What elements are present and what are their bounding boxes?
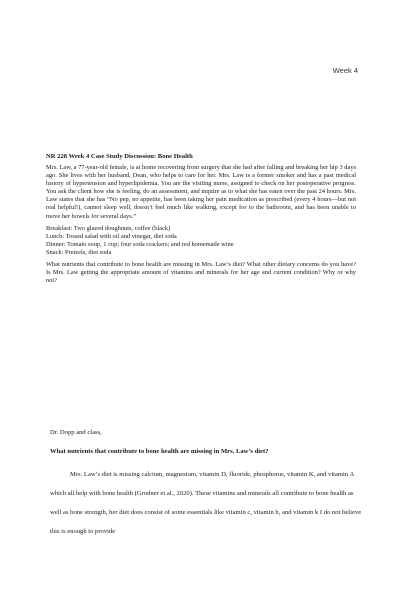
meal-snack: Snack: Pretzels, diet soda [46,248,112,256]
case-study-question: What nutrients that contribute to bone health are missing in Mrs. Law’s diet? What other dietary concerns do you have? Is Mrs. Law getting the appropriate amount of vitamins and minerals for her age and current condition? Why or why not? [46,261,356,285]
meal-lunch: Lunch: Tossed salad with oil and vinegar, diet soda [46,232,177,240]
case-study-section [46,153,356,289]
response-heading: What nutrients that contribute to bone health are missing in Mrs. Law’s diet? [50,448,269,455]
case-study-paragraph: Mrs. Law, a 77-year-old female, is at home recovering from surgery that she had after falling and breaking her hip 3 days ago. She lives with her husband, Dean, who helps to care for her. Mrs. Law is a former smoker and has a past medical history of hypertension and hyperlipidemia. You are the visiting nurse, assigned to check on her postoperative progress. You ask the client how she is feeling, do an assessment, and inquire as to what she has eaten over the past 24 hours. Mrs. Law states that she has “No pep, no appetite, has been taking her pain medication as prescribed (every 4 hours—but not real helpful!), cannot sleep well, doesn’t feel much like walking, except for to the bathroom, and has been unable to move her bowels for several days.” [46,164,356,220]
response-body: Mrs. Law’s diet is missing calcium, magnesium, vitamin D, fluoride, phosphorus, vitamin K, and vitamin A which all help with bone health (Grodner et al., 2020). These vitamins and minerals all contribute to bone health as well as bone strength, her diet does consist of some essentials like vitamin c, vitamin b, and vitamin k I do not believe this is enough to provide [50,471,362,535]
meal-list [46,225,356,257]
response-greeting: Dr. Dopp and class, [50,429,102,436]
page-header-label: Week 4 [332,66,358,75]
meal-breakfast: Breakfast: Two glazed doughnuts, coffee (black) [46,224,171,232]
response-section [46,428,362,541]
case-study-title: NR 228 Week 4 Case Study Discussion: Bone Health [46,153,193,160]
meal-dinner: Dinner: Tomato soup, 1 cup; four soda crackers; and red homemade wine [46,240,234,248]
